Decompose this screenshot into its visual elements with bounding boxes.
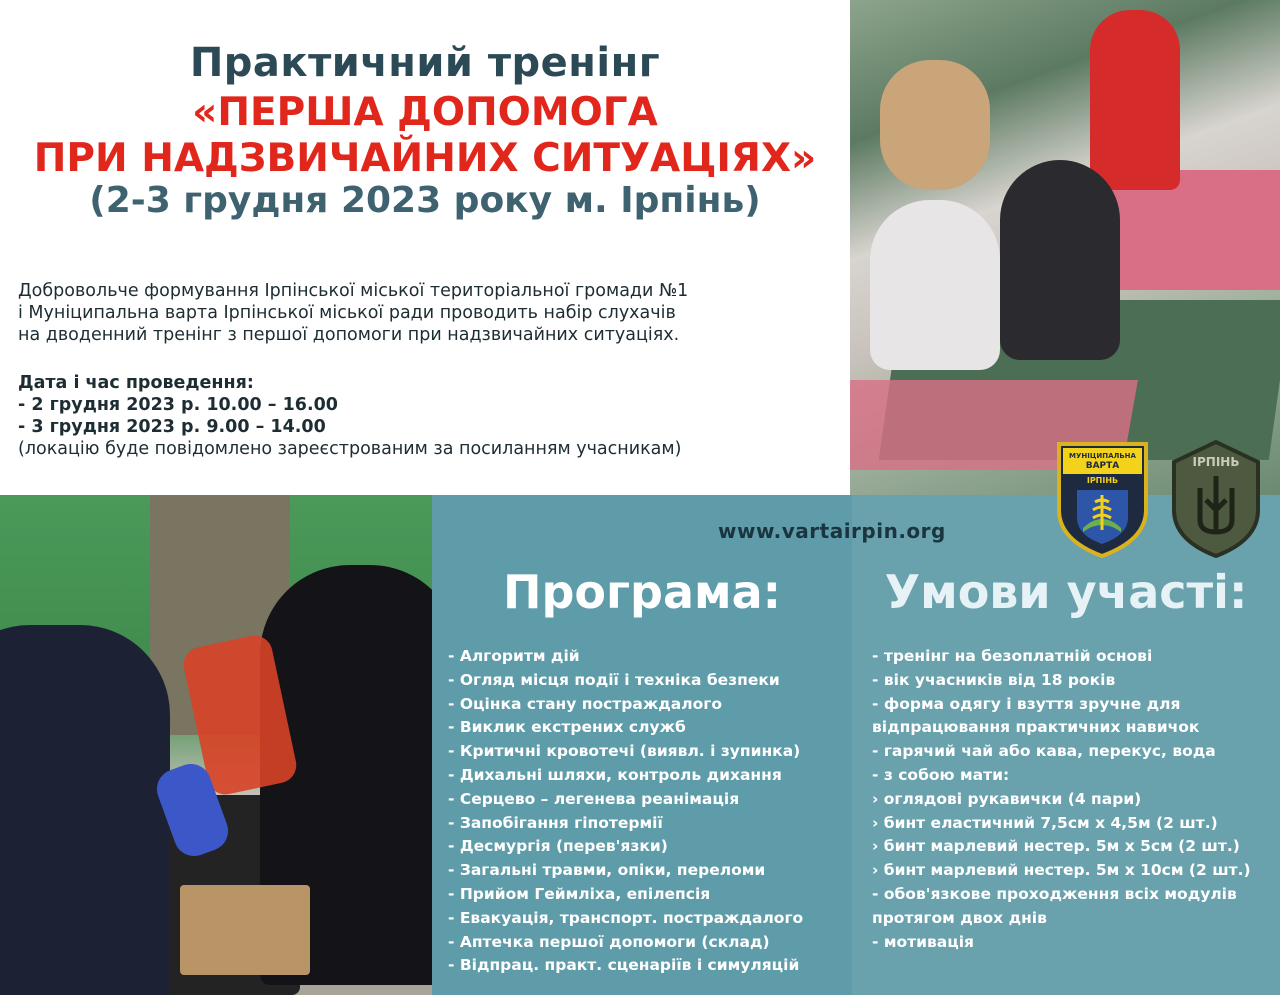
program-item: - Дихальні шляхи, контроль дихання xyxy=(448,765,782,784)
program-item: - Загальні травми, опіки, переломи xyxy=(448,861,766,880)
program-heading: Програма: xyxy=(502,565,782,619)
condition-item: - форма одягу і взуття зручне для xyxy=(872,694,1181,713)
badge2-text: ІРПІНЬ xyxy=(1192,455,1240,469)
irpin-patch-badge-icon xyxy=(1170,440,1262,558)
condition-item: - вік учасників від 18 років xyxy=(872,670,1116,689)
title-date-location: (2-3 грудня 2023 року м. Ірпінь) xyxy=(89,180,761,221)
location-note: (локацію буде повідомлено зареєстрованим за посиланням учасникам) xyxy=(18,439,682,459)
badge-text-mid: ВАРТА xyxy=(1085,461,1120,471)
program-item: - Аптечка першої допомоги (склад) xyxy=(448,932,770,951)
condition-item: - обов'язкове проходження всіх модулів xyxy=(872,884,1237,903)
badge-text-city: ІРПІНЬ xyxy=(1086,476,1119,485)
condition-item: - з собою мати: xyxy=(872,765,1010,784)
title-line-1: Практичний тренінг xyxy=(189,40,661,86)
program-item: - Десмургія (перев'язки) xyxy=(448,837,668,856)
title-main xyxy=(0,90,850,182)
condition-item: › оглядові рукавички (4 пари) xyxy=(872,789,1142,808)
program-item: - Евакуація, транспорт. постраждалого xyxy=(448,908,804,927)
badge-text-top: МУНІЦИПАЛЬНА xyxy=(1069,452,1136,460)
condition-item: - гарячий чай або кава, перекус, вода xyxy=(872,742,1216,761)
program-item: - Алгоритм дій xyxy=(448,647,580,665)
program-list xyxy=(448,645,848,978)
program-item: - Виклик екстрених служб xyxy=(448,718,686,737)
condition-item: - тренінг на безоплатній основі xyxy=(872,647,1153,665)
program-item: - Прийом Геймліха, епілепсія xyxy=(448,884,711,903)
dates-block xyxy=(18,372,838,460)
municipal-guard-badge-icon xyxy=(1055,440,1150,560)
condition-item: протягом двох днів xyxy=(872,908,1047,927)
condition-item: › бинт марлевий нестер. 5м х 10см (2 шт.) xyxy=(872,861,1251,880)
condition-item: › бинт еластичний 7,5см х 4,5м (2 шт.) xyxy=(872,813,1218,832)
date-day-1: - 2 грудня 2023 р. 10.00 – 16.00 xyxy=(18,395,338,415)
condition-item: відпрацювання практичних навичок xyxy=(872,718,1200,737)
conditions-list xyxy=(872,645,1272,954)
intro-line: Добровольче формування Ірпінської міської територіальної громади №1 xyxy=(18,281,689,301)
dates-heading: Дата і час проведення: xyxy=(18,373,254,393)
title-line-3: ПРИ НАДЗВИЧАЙНИХ СИТУАЦІЯХ» xyxy=(33,136,817,181)
program-item: - Огляд місця події і техніка безпеки xyxy=(448,670,780,689)
condition-item: - мотивація xyxy=(872,932,975,951)
training-photo-top xyxy=(850,0,1280,495)
condition-item: › бинт марлевий нестер. 5м х 5см (2 шт.) xyxy=(872,837,1240,856)
program-item: - Запобігання гіпотермії xyxy=(448,813,663,832)
title-line-2: «ПЕРША ДОПОМОГА xyxy=(192,90,658,135)
intro-line: і Муніципальна варта Ірпінської міської ради проводить набір слухачів xyxy=(18,303,676,323)
date-day-2: - 3 грудня 2023 р. 9.00 – 14.00 xyxy=(18,417,326,437)
training-photo-bottom xyxy=(0,495,432,995)
program-item: - Оцінка стану постраждалого xyxy=(448,694,722,713)
program-item: - Відпрац. практ. сценаріїв і симуляцій xyxy=(448,956,800,975)
program-item: - Серцево – легенева реанімація xyxy=(448,789,740,808)
conditions-heading: Умови участі: xyxy=(884,565,1248,619)
intro-text xyxy=(18,280,838,346)
program-item: - Критичні кровотечі (виявл. і зупинка) xyxy=(448,742,801,761)
intro-line: на дводенний тренінг з першої допомоги при надзвичайних ситуаціях. xyxy=(18,325,680,345)
website-link[interactable]: www.vartairpin.org xyxy=(718,519,946,543)
